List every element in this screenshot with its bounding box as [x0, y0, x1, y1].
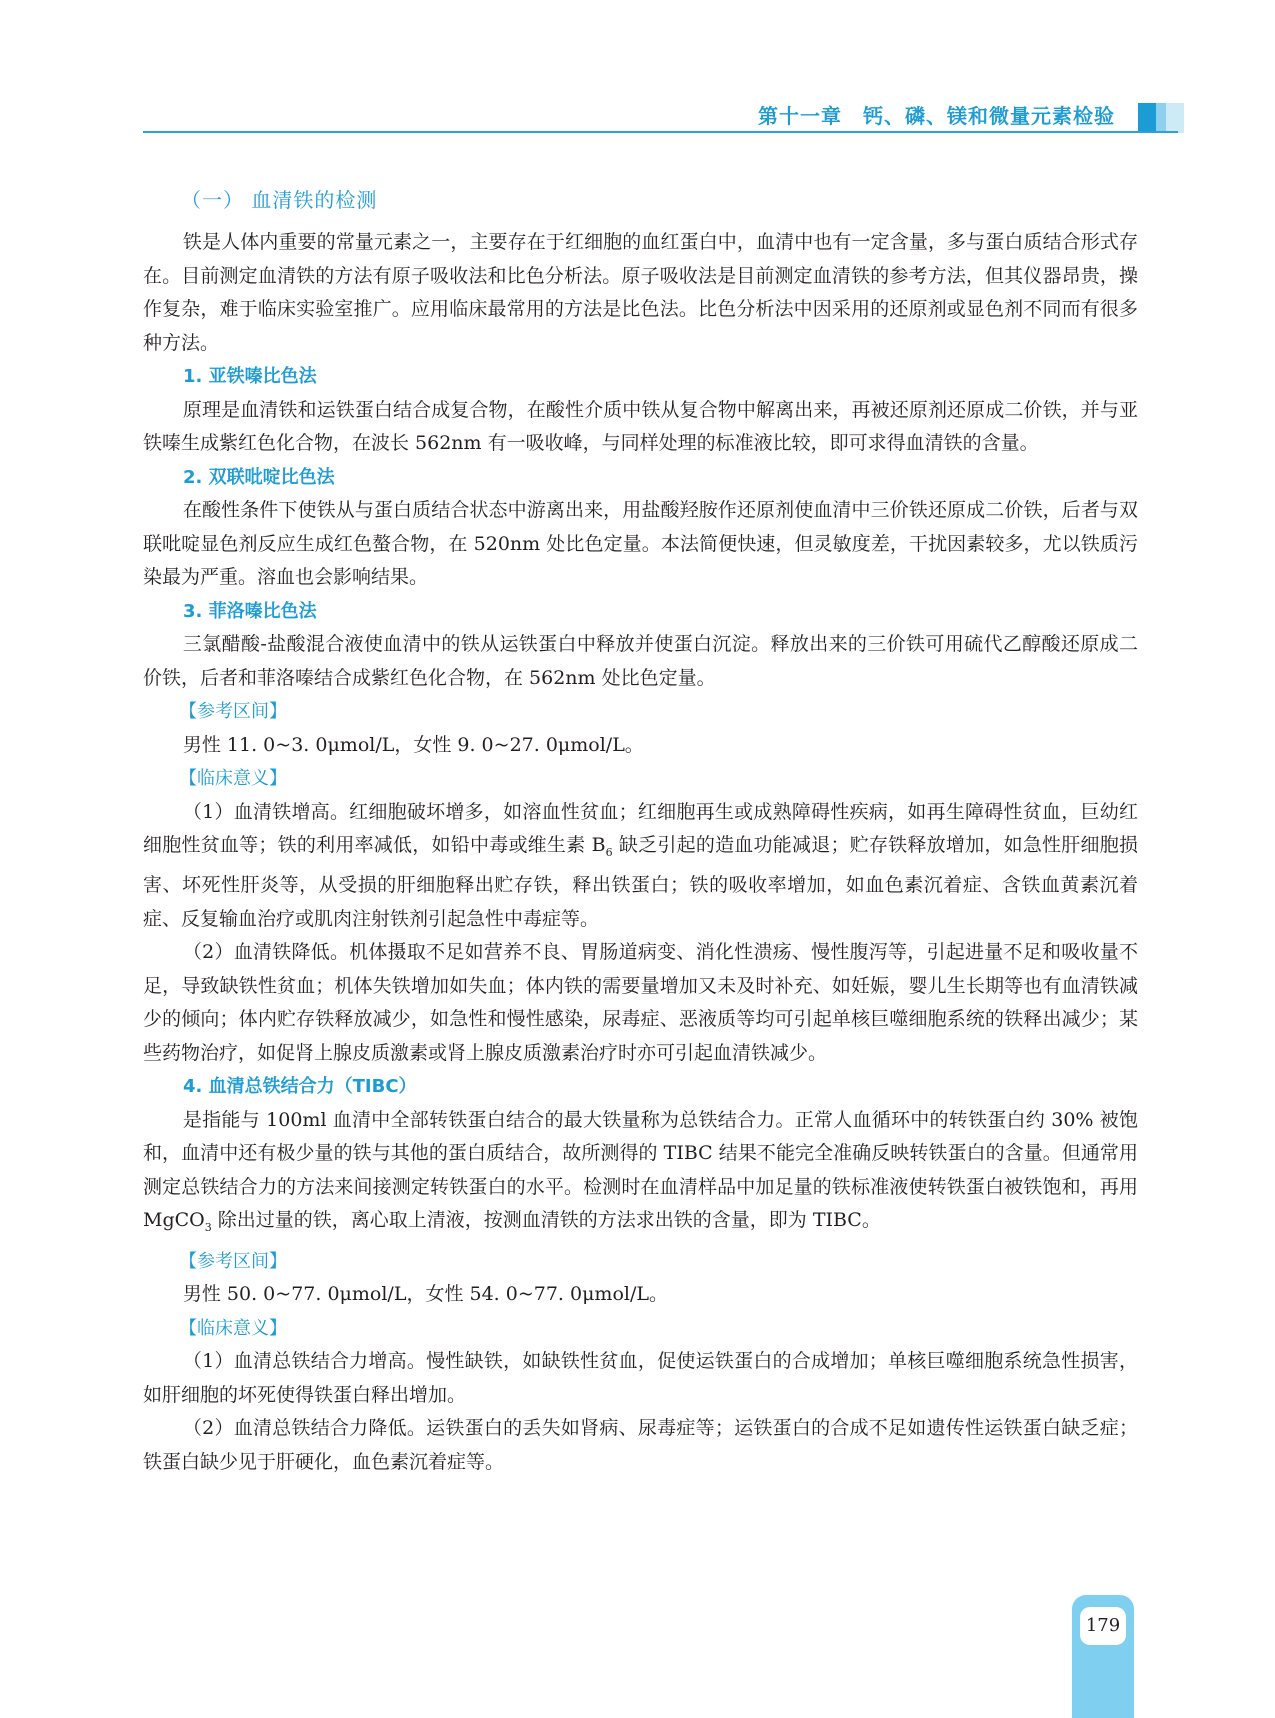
- vitamin-b6-subscript: 6: [605, 845, 613, 859]
- header-tab-dark: [1138, 103, 1156, 133]
- tibc-text: [143, 1104, 1138, 1245]
- tibc-reference-range: 男性 50. 0~77. 0μmol/L，女性 54. 0~77. 0μmol/L。: [182, 1283, 668, 1306]
- header-rule: [143, 131, 1178, 133]
- page-content: [143, 182, 1138, 1479]
- tibc-clinical-label: 【临床意义】: [179, 1317, 287, 1339]
- header-tab-light: [1166, 103, 1184, 133]
- method-1-text: 原理是血清铁和运铁蛋白结合成复合物，在酸性介质中铁从复合物中解离出来，再被还原剂还原成二价铁，并与亚铁嗪生成紫红色化合物，在波长 562nm 有一吸收峰，与同样处理的标准液比较，即可求得血清铁的含量。: [143, 398, 1138, 454]
- page-number: 179: [1080, 1607, 1126, 1645]
- section-title: （一） 血清铁的检测: [181, 188, 378, 212]
- iron-reference-label: 【参考区间】: [179, 701, 287, 722]
- tibc-reference-label: 【参考区间】: [179, 1250, 287, 1272]
- tibc-clinical-increase: （1）血清总铁结合力增高。慢性缺铁，如缺铁性贫血，促使运铁蛋白的合成增加；单核巨噬细胞系统急性损害，如肝细胞的坏死使得铁蛋白释出增加。: [143, 1350, 1138, 1406]
- tibc-text-b: 除出过量的铁，离心取上清液，按测血清铁的方法求出铁的含量，即为 TIBC。: [211, 1209, 881, 1232]
- iron-clinical-increase-a: （1）血清铁增高。红细胞破坏增多，如溶血性贫血；红细胞再生或成熟障碍性疾病，如再生障碍性贫血，巨幼红细胞性贫血等；铁的利用率减低，如铅中毒或维生素 B: [143, 800, 1138, 856]
- tibc-clinical-decrease: （2）血清总铁结合力降低。运铁蛋白的丢失如肾病、尿毒症等；运铁蛋白的合成不足如遗传性运铁蛋白缺乏症；铁蛋白缺少见于肝硬化，血色素沉着症等。: [143, 1417, 1138, 1473]
- mgco3-subscript: 3: [204, 1221, 212, 1235]
- iron-clinical-increase: [143, 796, 1138, 937]
- method-2-text: 在酸性条件下使铁从与蛋白质结合状态中游离出来，用盐酸羟胺作还原剂使血清中三价铁还原成二价铁，后者与双联吡啶显色剂反应生成红色螯合物，在 520nm 处比色定量。本法简便快速，但灵敏度差，干扰因素较多，尤以铁质污染最为严重。溶血也会影响结果。: [143, 499, 1138, 588]
- iron-clinical-decrease: （2）血清铁降低。机体摄取不足如营养不良、胃肠道病变、消化性溃疡、慢性腹泻等，引起进量不足和吸收量不足，导致缺铁性贫血；机体失铁增加如失血；体内铁的需要量增加又未及时补充、如妊娠，婴儿生长期等也有血清铁减少的倾向；体内贮存铁释放减少，如急性和慢性感染，尿毒症、恶液质等均可引起单核巨噬细胞系统的铁释出减少；某些药物治疗，如促肾上腺皮质激素或肾上腺皮质激素治疗时亦可引起血清铁减少。: [143, 941, 1138, 1064]
- iron-clinical-increase-b: 缺乏引起的造血功能减退；贮存铁释放增加，如急性肝细胞损害、坏死性肝炎等，从受损的肝细胞释出贮存铁，释出铁蛋白；铁的吸收率增加，如血色素沉着症、含铁血黄素沉着症、反复输血治疗或肌肉注射铁剂引起急性中毒症等。: [143, 834, 1138, 930]
- intro-paragraph: 铁是人体内重要的常量元素之一，主要存在于红细胞的血红蛋白中，血清中也有一定含量，多与蛋白质结合形式存在。目前测定血清铁的方法有原子吸收法和比色分析法。原子吸收法是目前测定血清铁的参考方法，但其仪器昂贵，操作复杂，难于临床实验室推广。应用临床最常用的方法是比色法。比色分析法中因采用的还原剂或显色剂不同而有很多种方法。: [143, 231, 1138, 354]
- iron-clinical-label: 【临床意义】: [179, 768, 287, 789]
- method-3-heading: 3. 菲洛嗪比色法: [183, 600, 317, 622]
- method-1-heading: 1. 亚铁嗪比色法: [183, 366, 317, 387]
- tibc-text-a: 是指能与 100ml 血清中全部转铁蛋白结合的最大铁量称为总铁结合力。正常人血循环中的转铁蛋白约 30% 被饱和，血清中还有极少量的铁与其他的蛋白质结合，故所测得的 TIBC 结果不能完全准确反映转铁蛋白的含量。但通常用测定总铁结合力的方法来间接测定转铁蛋白的水平。检测时在血清样品中加足量的铁标准液使转铁蛋白被铁饱和，再用 MgCO: [143, 1108, 1138, 1232]
- method-2-heading: 2. 双联吡啶比色法: [183, 466, 335, 488]
- iron-reference-range: 男性 11. 0~3. 0μmol/L，女性 9. 0~27. 0μmol/L。: [182, 733, 644, 756]
- tibc-heading: 4. 血清总铁结合力（TIBC）: [183, 1076, 417, 1098]
- method-3-text: 三氯醋酸-盐酸混合液使血清中的铁从运铁蛋白中释放并使蛋白沉淀。释放出来的三价铁可用硫代乙醇酸还原成二价铁，后者和菲洛嗪结合成紫红色化合物，在 562nm 处比色定量。: [143, 633, 1138, 689]
- chapter-title: 第十一章 钙、磷、镁和微量元素检验: [758, 104, 1115, 128]
- header-tab-mid: [1156, 103, 1166, 133]
